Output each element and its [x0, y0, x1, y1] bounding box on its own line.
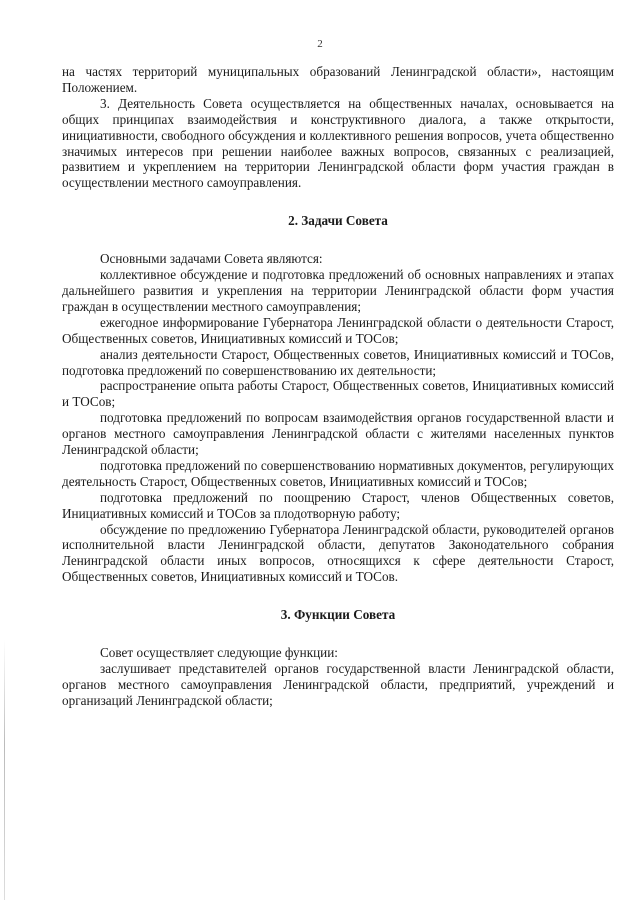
section-3-heading: 3. Функции Совета — [280, 607, 396, 623]
paragraph-3: 3. Деятельность Совета осуществляется на общественных началах, основывается на общих принципах взаимодействия и конструктивного диалога, а также открытости, инициативности, свободного обсуждения и коллективного решения вопросов, учета общественно значимых интересов при решении наиболее важных вопросов, связанных с реализацией, развитием и укреплением на территории Ленинградской области форм участия граждан в осуществлении местного самоуправления. — [62, 95, 614, 191]
section-2-intro: Основными задачами Совета являются: — [100, 251, 323, 267]
paragraph-continuation: на частях территорий муниципальных образований Ленинградской области», настоящим Положением. — [62, 64, 614, 95]
scan-edge-mark — [4, 640, 5, 900]
list-item: обсуждение по предложению Губернатора Ленинградской области, руководителей органов исполнительной власти Ленинградской области, депутатов Законодательного собрания Ленинградской области иных вопросов, относящихся к сфере деятельности Старост, Общественных советов, Инициативных комиссий и ТОСов. — [62, 521, 614, 585]
section-2-heading: 2. Задачи Совета — [288, 213, 388, 229]
list-item: заслушивает представителей органов государственной власти Ленинградской области, органов местного самоуправления Ленинградской области, предприятий, учреждений и организаций Ленинградской области; — [62, 661, 614, 708]
list-item: ежегодное информирование Губернатора Ленинградской области о деятельности Старост, Общественных советов, Инициативных комиссий и ТОСов; — [62, 314, 614, 346]
list-item: распространение опыта работы Старост, Общественных советов, Инициативных комиссий и ТОСов; — [62, 378, 614, 410]
page-number: 2 — [317, 38, 323, 50]
list-item: подготовка предложений по поощрению Старост, членов Общественных советов, Инициативных комиссий и ТОСов за плодотворную работу; — [62, 489, 614, 521]
list-item: подготовка предложений по вопросам взаимодействия органов государственной власти и органов местного самоуправления Ленинградской области с жителями населенных пунктов Ленинградской области; — [62, 410, 614, 458]
list-item: подготовка предложений по совершенствованию нормативных документов, регулирующих деятельность Старост, Общественных советов, Инициативных комиссий и ТОСов; — [62, 457, 614, 489]
list-item: анализ деятельности Старост, Общественных советов, Инициативных комиссий и ТОСов, подготовка предложений по совершенствованию их деятельности; — [62, 346, 614, 378]
list-item: коллективное обсуждение и подготовка предложений об основных направлениях и этапах дальнейшего развития и укрепления на территории Ленинградской области форм участия граждан в осуществлении местного самоуправления; — [62, 267, 614, 314]
document-body — [62, 64, 614, 709]
section-3-intro: Совет осуществляет следующие функции: — [100, 645, 338, 661]
